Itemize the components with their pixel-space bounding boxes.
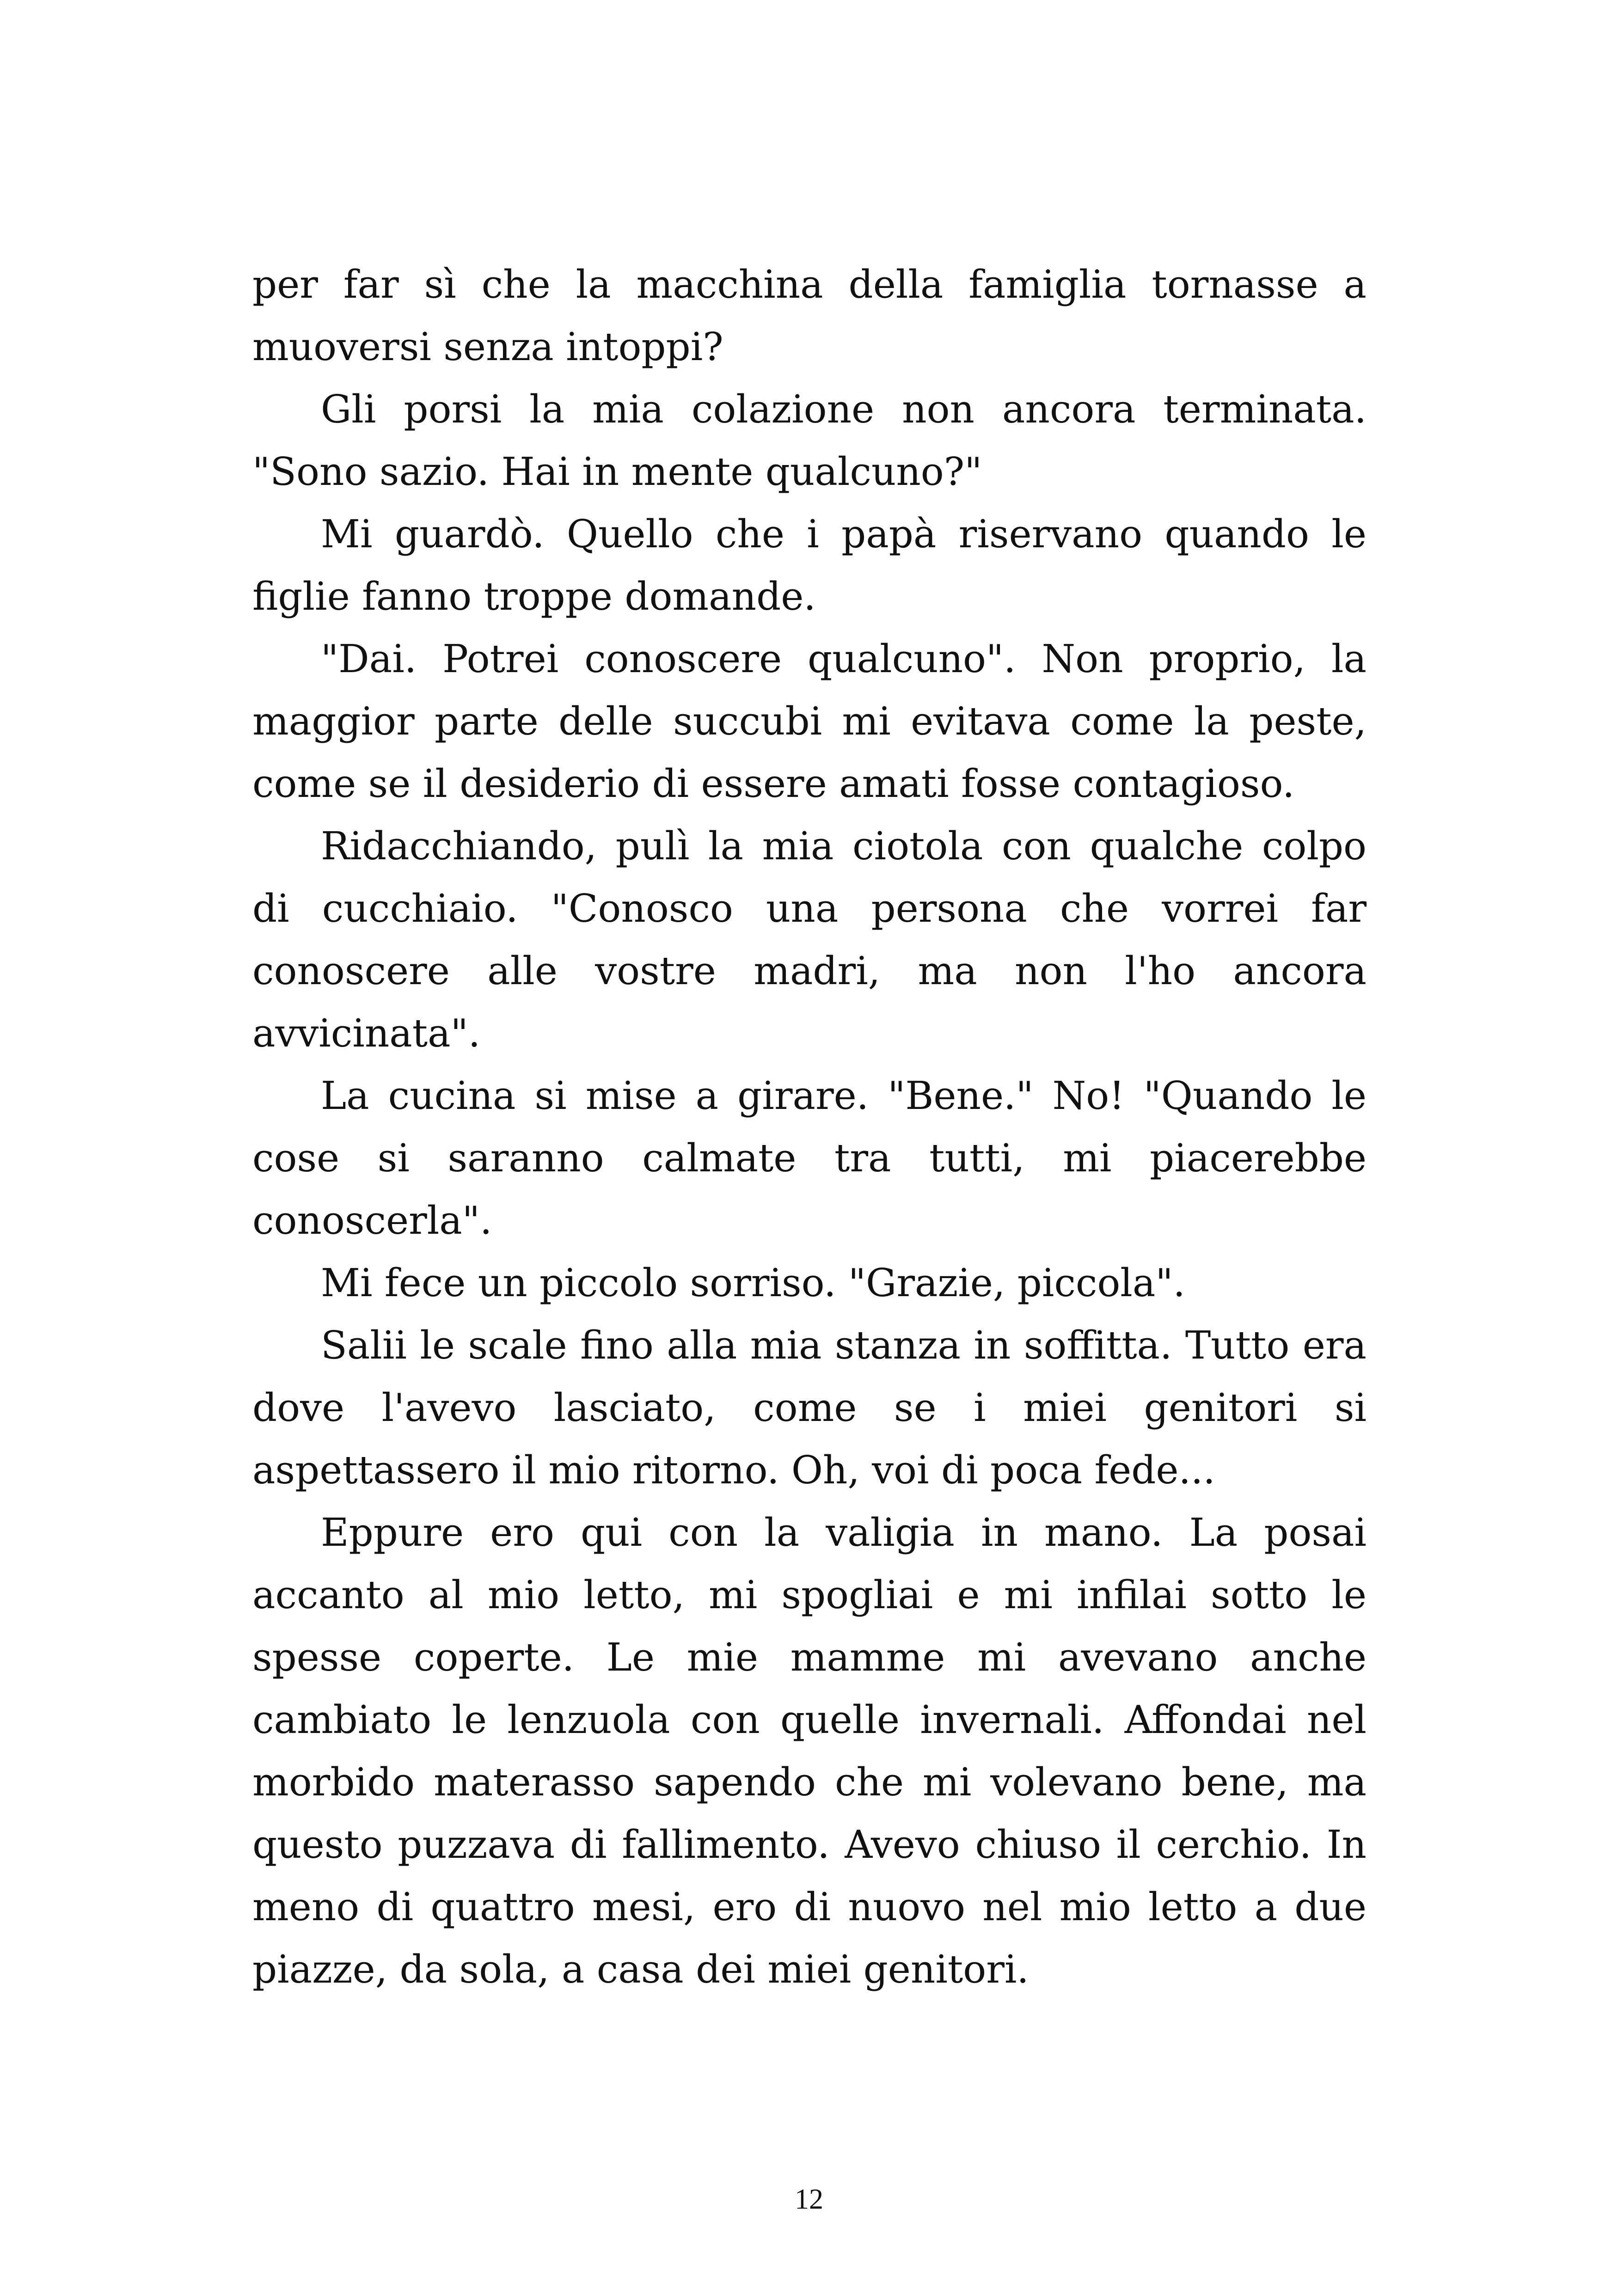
paragraph: Mi guardò. Quello che i papà riservano quando le figlie fanno troppe domande. (252, 512, 1367, 619)
paragraph-continuation: per far sì che la macchina della famiglia tornasse a muoversi senza intoppi? (252, 262, 1367, 369)
paragraph: Gli porsi la mia colazione non ancora terminata. "Sono sazio. Hai in mente qualcuno?" (252, 387, 1367, 494)
body-text (252, 253, 1367, 2001)
paragraph: La cucina si mise a girare. "Bene." No! "Quando le cose si saranno calmate tra tutti, mi piacerebbe conoscerla". (252, 1073, 1367, 1243)
paragraph: Ridacchiando, pulì la mia ciotola con qualche colpo di cucchiaio. "Conosco una persona che vorrei far conoscere alle vostre madri, ma non l'ho ancora avvicinata". (252, 824, 1367, 1056)
page-number: 12 (795, 2184, 823, 2215)
paragraph: Eppure ero qui con la valigia in mano. La posai accanto al mio letto, mi spogliai e mi infilai sotto le spesse coperte. Le mie mamme mi avevano anche cambiato le lenzuola con quelle invernali. Affondai nel morbido materasso sapendo che mi volevano bene, ma questo puzzava di fallimento. Avevo chiuso il cerchio. In meno di quattro mesi, ero di nuovo nel mio letto a due piazze, da sola, a casa dei miei genitori. (252, 1510, 1367, 1992)
paragraph: "Dai. Potrei conoscere qualcuno". Non proprio, la maggior parte delle succubi mi evitava come la peste, come se il desiderio di essere amati fosse contagioso. (252, 637, 1367, 806)
paragraph: Mi fece un piccolo sorriso. "Grazie, piccola". (321, 1261, 1185, 1305)
paragraph: Salii le scale fino alla mia stanza in soffitta. Tutto era dove l'avevo lasciato, come se i miei genitori si aspettassero il mio ritorno. Oh, voi di poca fede... (252, 1323, 1367, 1493)
